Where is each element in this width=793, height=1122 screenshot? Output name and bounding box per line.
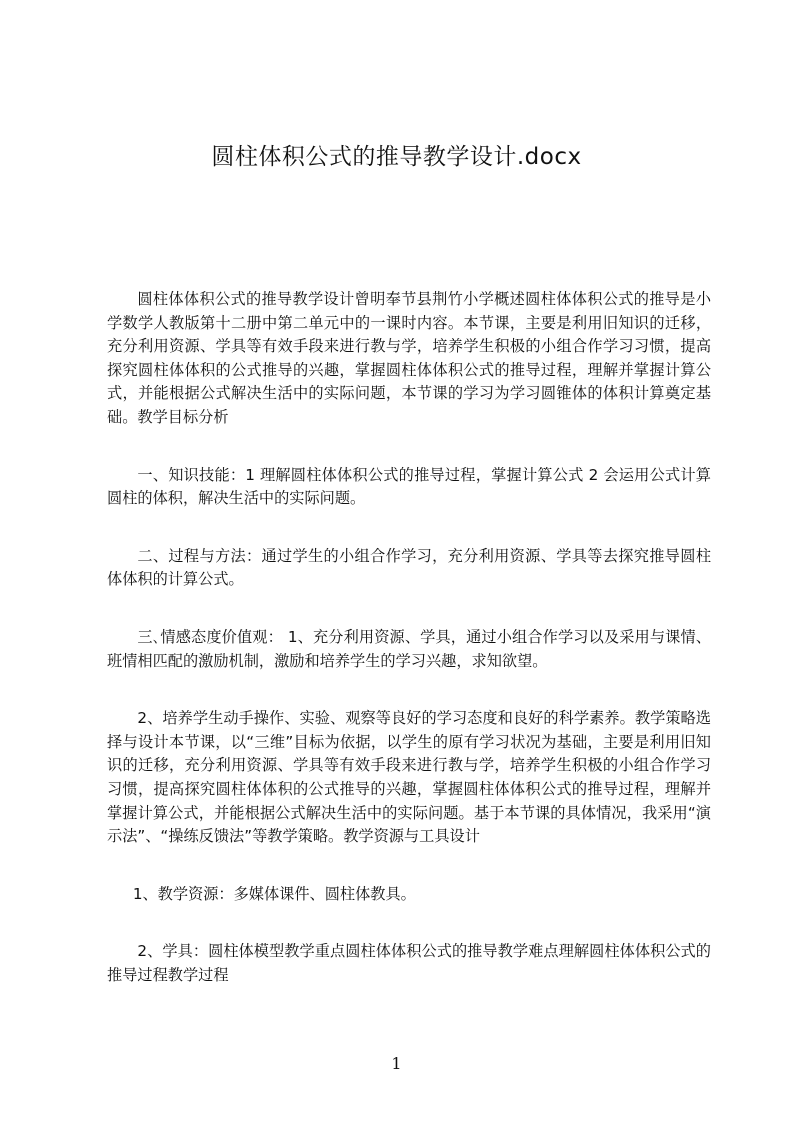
paragraph-knowledge-skills: 一、知识技能：1 理解圆柱体体积公式的推导过程，掌握计算公式 2 会运用公式计算圆柱的体积，解决生活中的实际问题。 <box>107 465 711 508</box>
document-title: 圆柱体积公式的推导教学设计.docx <box>211 144 582 170</box>
document-body <box>107 288 711 1021</box>
paragraph-strategy: 2、培养学生动手操作、实验、观察等良好的学习态度和良好的科学素养。教学策略选择与设计本节课，以“三维”目标为依据，以学生的原有学习状况为基础，主要是利用旧知识的迁移，充分利用资源、学具等有效手段来进行教与学，培养学生积极的小组合作学习习惯，提高探究圆柱体体积的公式推导的兴趣，掌握圆柱体体积公式的推导过程，理解并掌握计算公式，并能根据公式解决生活中的实际问题。基于本节课的具体情况，我采用“演示法”、“操练反馈法”等教学策略。教学资源与工具设计 <box>107 709 711 846</box>
paragraph-process-methods: 二、过程与方法：通过学生的小组合作学习，充分利用资源、学具等去探究推导圆柱体体积的计算公式。 <box>107 546 711 589</box>
paragraph-emotional-values: 三､情感态度价值观： 1、充分利用资源、学具，通过小组合作学习以及采用与课情、班情相匹配的激励机制，激励和培养学生的学习兴趣，求知欲望。 <box>107 627 711 670</box>
paragraph-overview: 圆柱体体积公式的推导教学设计曾明奉节县荆竹小学概述圆柱体体积公式的推导是小学数学人教版第十二册中第二单元中的一课时内容。本节课，主要是利用旧知识的迁移，充分利用资源、学具等有效手段来进行教与学，培养学生积极的小组合作学习习惯，提高探究圆柱体体积的公式推导的兴趣，掌握圆柱体体积公式的推导过程，理解并掌握计算公式，并能根据公式解决生活中的实际问题，本节课的学习为学习圆锥体的体积计算奠定基础。教学目标分析 <box>107 290 711 426</box>
page-number: 1 <box>391 1054 402 1073</box>
paragraph-teaching-resources: 1、教学资源：多媒体课件、圆柱体教具。 <box>132 884 416 903</box>
paragraph-learning-tools: 2、学具：圆柱体模型教学重点圆柱体体积公式的推导教学难点理解圆柱体体积公式的推导过程教学过程 <box>107 942 711 984</box>
